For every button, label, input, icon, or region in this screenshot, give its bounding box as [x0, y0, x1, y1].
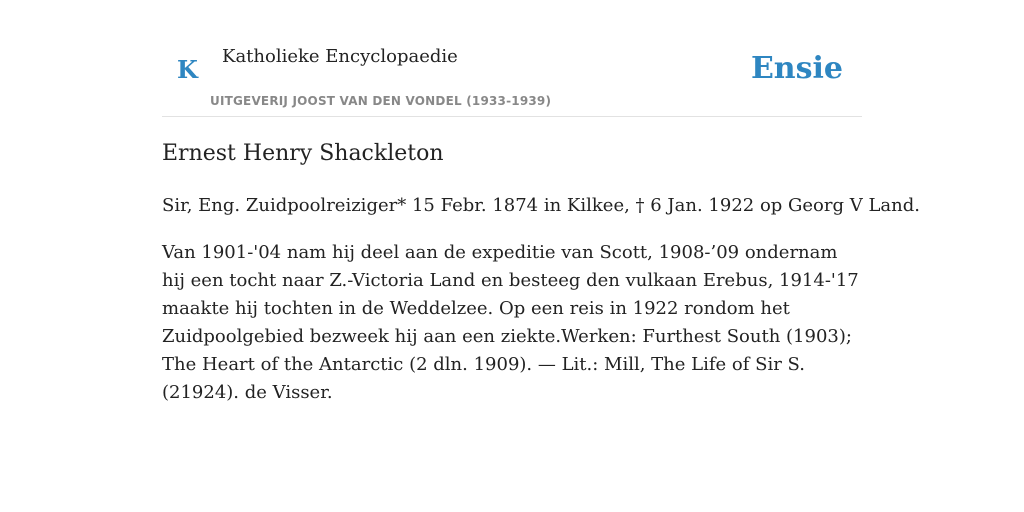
article-body: Van 1901-'04 nam hij deel aan de expeditie van Scott, 1908-’09 ondernam hij een tocht naar Z.-Victoria Land en besteeg den vulkaan Erebus, 1914-'17 maakte hij tochten in de Weddelzee. Op een reis in 1922 rondom het Zuidpoolgebied bezweek hij aan een ziekte.Werken: Furthest South (1903); The Heart of the Antarctic (2 dln. 1909). — Lit.: Mill, The Life of Sir S. (21924). de Visser.: [162, 242, 859, 403]
article-intro: Sir, Eng. Zuidpoolreiziger* 15 Febr. 1874 in Kilkee, † 6 Jan. 1922 op Georg V Land.: [162, 195, 920, 216]
site-title: Katholieke Encyclopaedie: [222, 46, 458, 67]
logo-k[interactable]: K: [177, 55, 198, 84]
article-title: Ernest Henry Shackleton: [162, 141, 444, 166]
header: [162, 0, 862, 117]
ensie-logo-link[interactable]: Ensie: [750, 51, 843, 86]
publisher-line: UITGEVERIJ JOOST VAN DEN VONDEL (1933-1939): [210, 94, 552, 108]
article: [162, 136, 920, 407]
